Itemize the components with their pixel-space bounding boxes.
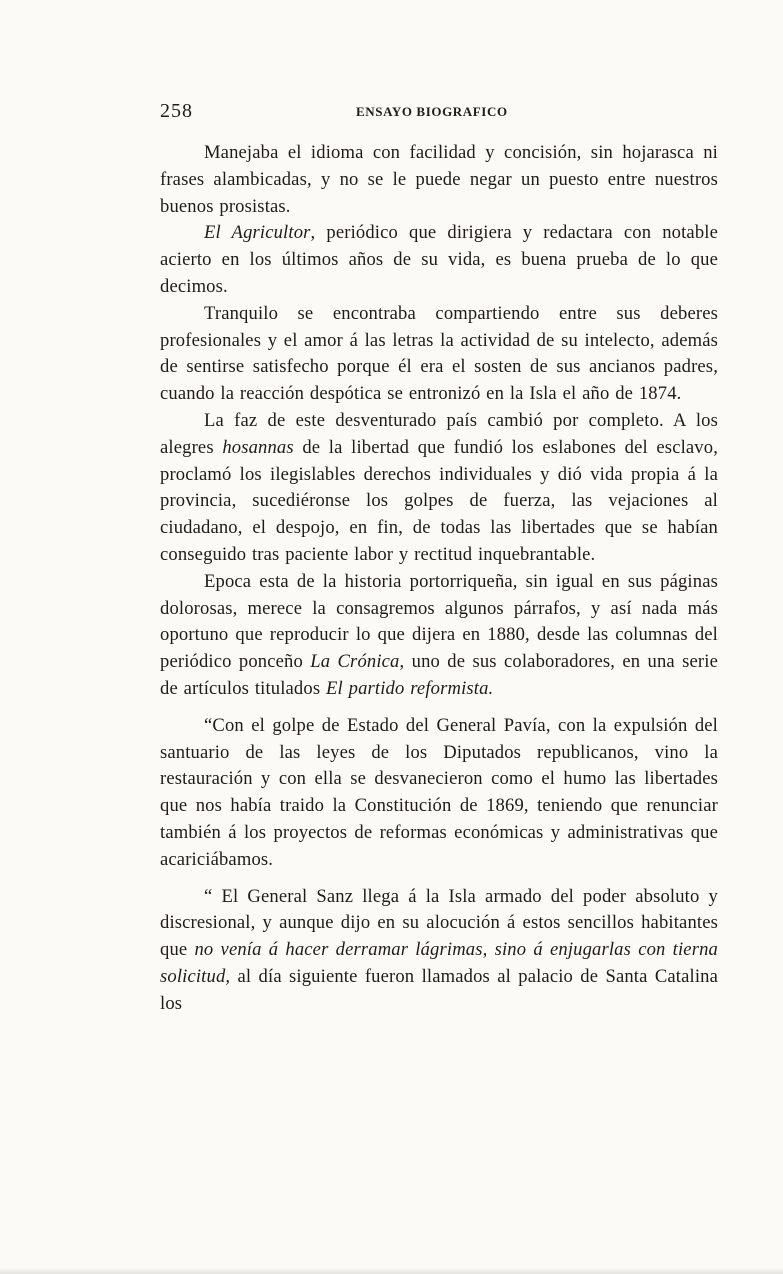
- newspaper-title: La Crónica: [310, 651, 400, 673]
- paragraph: [160, 408, 718, 569]
- paragraph: [160, 301, 718, 408]
- page-header: [160, 100, 718, 126]
- text-segment: Manejaba el idioma con facilidad y concisión, sin hojarasca ni frases alambicadas, y no se le puede negar un puesto entre nuestros buenos prosistas.: [160, 142, 718, 217]
- text-segment: , periódico que dirigiera y redactara con notable acierto en los últimos años de su vida, es buena prueba de lo que decimos.: [160, 222, 718, 297]
- page-edge-shadow: [0, 1268, 783, 1274]
- running-head: ENSAYO BIOGRAFICO: [356, 104, 508, 119]
- text-segment: Epoca esta de la historia portorriqueña, sin igual en sus páginas dolorosas, merece la consagremos algunos párrafos, y así nada más oportuno que reproducir lo que dijera en 1880, desde las columnas del periódico ponceño: [160, 570, 718, 673]
- paragraph: [160, 140, 718, 220]
- text-segment: de la libertad que fundió los eslabones del esclavo, proclamó los ilegislables derechos individuales y dió vida propia á la provincia, sucediéronse los golpes de fuerza, las vejaciones al ciudadano, el despojo, en fin, de todas las libertades que se habían conseguido tras paciente labor y rectitud inquebrantable.: [160, 436, 719, 565]
- text-segment: Tranquilo se encontraba compartiendo entre sus deberes profesionales y el amor á las letras la actividad de su intelecto, además de sentirse satisfecho porque él era el sosten de sus ancianos padres, cuando la reacción despótica se entronizó en la Isla el año de 1874.: [160, 302, 718, 405]
- italic-term: hosannas: [222, 436, 294, 458]
- text-segment: al día siguiente fueron llamados al palacio de Santa Catalina los: [160, 965, 718, 1014]
- italic-quotation: no venía á hacer derramar lágrimas, sino á enjugarlas con tierna solicitud,: [160, 939, 718, 987]
- quoted-paragraph: [160, 884, 718, 1018]
- text-segment: “Con el golpe de Estado del General Pavía, con la expulsión del santuario de las leyes de los Diputados republicanos, vino la restauración y con ella se desvanecieron como el humo las libertades que nos había traido la Constitución de 1869, teniendo que renunciar también á los proyectos de reformas económicas y administrativas que acariciábamos.: [160, 714, 718, 870]
- paragraph: [160, 220, 718, 300]
- text-segment: , uno de sus colaboradores, en una serie de artículos titulados: [160, 651, 718, 699]
- body-text: [160, 140, 718, 1018]
- article-series-title: El partido reformista.: [326, 677, 494, 699]
- text-segment: “ El General Sanz llega á la Isla armado del poder absoluto y discresional, y aunque dijo en su alocución á estos sencillos habitantes que: [160, 885, 718, 961]
- paragraph: [160, 569, 718, 703]
- newspaper-title: El Agricultor: [204, 222, 311, 244]
- text-segment: La faz de este desventurado país cambió por completo. A los alegres: [160, 409, 718, 458]
- page-number: 258: [160, 100, 193, 122]
- quoted-paragraph: [160, 713, 718, 874]
